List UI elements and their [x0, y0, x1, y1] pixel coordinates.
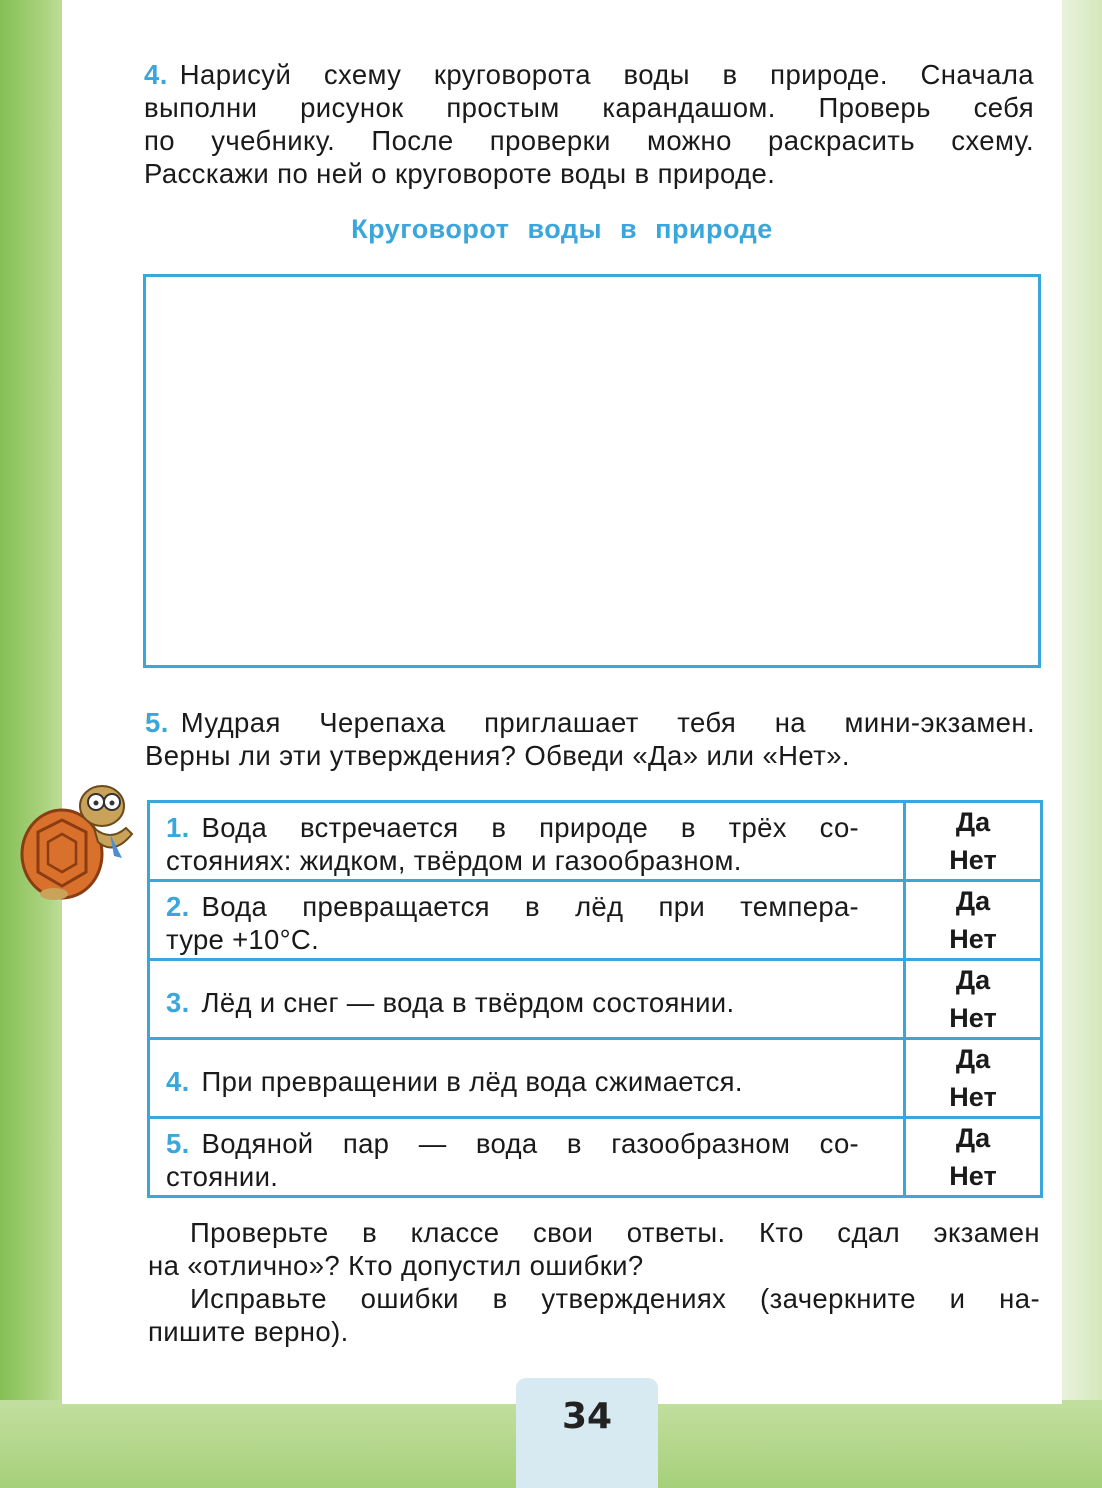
check-line: на «отлично»? Кто допустил ошибки?	[148, 1250, 644, 1281]
answer-no[interactable]: Нет	[949, 1161, 997, 1191]
answer-yes[interactable]: Да	[955, 965, 991, 995]
answer-no[interactable]: Нет	[949, 1082, 997, 1112]
answer-no[interactable]: Нет	[949, 845, 997, 875]
statement-text: стоянии.	[166, 1161, 279, 1192]
table-row	[149, 1118, 1042, 1197]
right-border	[1062, 0, 1102, 1488]
table-row	[149, 881, 1042, 960]
answer-no[interactable]: Нет	[949, 1003, 997, 1033]
statement-cell	[149, 1039, 905, 1118]
answer-cell	[905, 881, 1042, 960]
answer-yes[interactable]: Да	[955, 1123, 991, 1153]
answer-yes[interactable]: Да	[955, 1044, 991, 1074]
answer-cell	[905, 1039, 1042, 1118]
check-line: Проверьте в классе свои ответы. Кто сдал экзамен	[190, 1217, 1040, 1248]
statement-text: Вода встречается в природе в трёх со-	[201, 812, 859, 843]
statement-number: 3.	[166, 986, 190, 1018]
table-row	[149, 960, 1042, 1039]
answer-cell	[905, 960, 1042, 1039]
statement-text: При превращении в лёд вода сжимается.	[201, 1065, 743, 1097]
check-line: Исправьте ошибки в утверждениях (зачеркните и на-	[190, 1283, 1040, 1314]
task4-line: по учебнику. После проверки можно раскрасить схему.	[144, 125, 1034, 156]
left-green-border	[0, 0, 70, 1488]
statement-cell	[149, 1118, 905, 1197]
statement-cell	[149, 960, 905, 1039]
answer-cell	[905, 1118, 1042, 1197]
task5-line: Верны ли эти утверждения? Обведи «Да» или «Нет».	[145, 740, 850, 771]
statement-text: стояниях: жидком, твёрдом и газообразном.	[166, 845, 742, 876]
quiz-table	[147, 800, 1043, 1198]
task5-line: Мудрая Черепаха приглашает тебя на мини-экзамен.	[180, 707, 1035, 738]
task4-instructions	[144, 58, 1034, 190]
statement-number: 5.	[166, 1128, 190, 1159]
statement-text: Водяной пар — вода в газообразном со-	[201, 1128, 859, 1159]
answer-yes[interactable]: Да	[955, 807, 991, 837]
answer-yes[interactable]: Да	[955, 886, 991, 916]
statement-number: 1.	[166, 812, 190, 843]
check-answers-text	[148, 1216, 1040, 1348]
page-number-tab	[516, 1378, 658, 1488]
check-line: пишите верно).	[148, 1316, 349, 1347]
task4-number: 4.	[144, 59, 168, 90]
table-row	[149, 1039, 1042, 1118]
statement-cell	[149, 802, 905, 881]
task5-instructions	[145, 706, 1035, 772]
answer-cell	[905, 802, 1042, 881]
page-number: 34	[561, 1396, 613, 1437]
task4-line: Расскажи по ней о круговороте воды в природе.	[144, 158, 776, 189]
statement-number: 2.	[166, 891, 190, 922]
statement-number: 4.	[166, 1065, 190, 1097]
statement-text: туре +10°С.	[166, 924, 320, 955]
task4-line: выполни рисунок простым карандашом. Проверь себя	[144, 92, 1034, 123]
statement-text: Лёд и снег — вода в твёрдом состоянии.	[201, 986, 735, 1018]
drawing-area[interactable]	[143, 274, 1041, 668]
task5-number: 5.	[145, 707, 169, 738]
table-row	[149, 802, 1042, 881]
diagram-title: Круговорот воды в природе	[351, 214, 773, 244]
answer-no[interactable]: Нет	[949, 924, 997, 954]
task4-line: Нарисуй схему круговорота воды в природе. Сначала	[179, 59, 1034, 90]
statement-cell	[149, 881, 905, 960]
statement-text: Вода превращается в лёд при темпера-	[201, 891, 859, 922]
turtle-mascot	[14, 772, 139, 902]
